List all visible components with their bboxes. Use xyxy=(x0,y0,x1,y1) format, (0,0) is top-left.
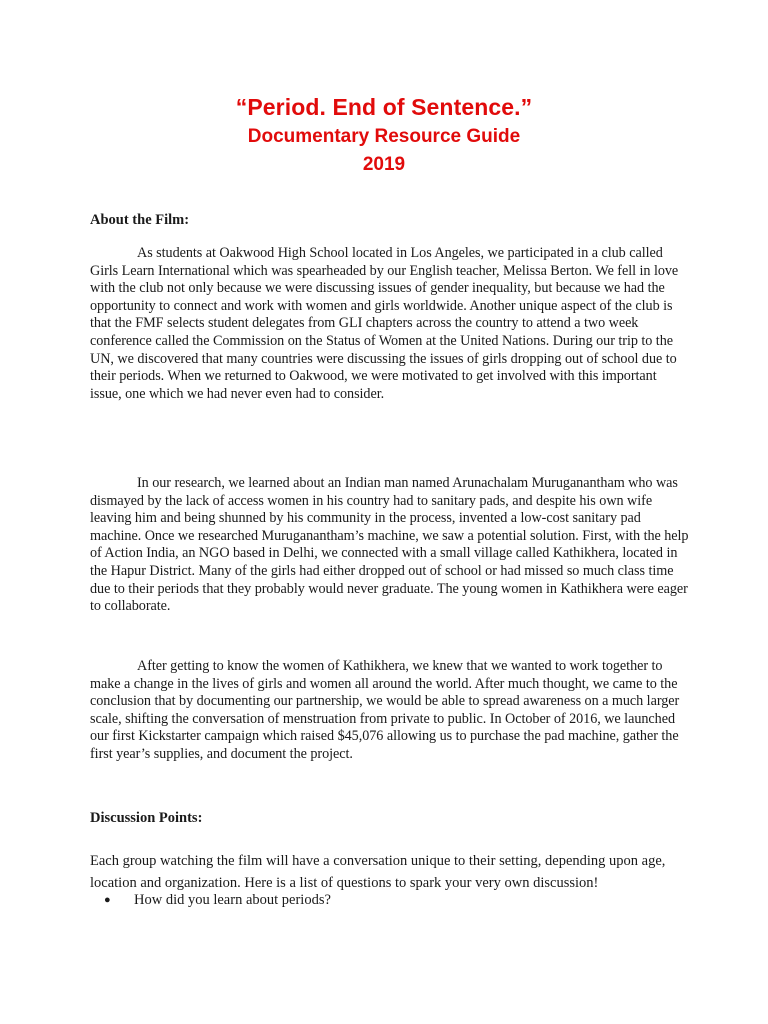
about-paragraph-1: As students at Oakwood High School located in Los Angeles, we participated in a club called Girls Learn International which was spearheaded by our English teacher, Melissa Berton. We fell in love with the club not only because we were discussing issues of gender inequality, but because we had the opportunity to connect and work with women and girls worldwide. Another unique aspect of the club is that the FMF selects student delegates from GLI chapters across the country to attend a two week conference called the Commission on the Status of Women at the United Nations. During our trip to the UN, we discovered that many countries were discussing the issues of girls dropping out of school due to their periods. When we returned to Oakwood, we were motivated to get involved with this important issue, one which we had never even had to consider. xyxy=(90,245,679,402)
bullet-icon: ● xyxy=(104,894,111,906)
about-paragraph-2: In our research, we learned about an Indian man named Arunachalam Muruganantham who was dismayed by the lack of access women in his country had to sanitary pads, and despite his own wife leaving him and being shunned by his community in the process, invented a low-cost sanitary pad machine. Once we researched Muruganantham’s machine, we saw a potential solution. First, with the help of Action India, an NGO based in Delhi, we connected with a small village called Kathikhera, located in the Hapur District. Many of the girls had either dropped out of school or had missed so much class time due to their periods that they probably would never graduate. The young women in Kathikhera were eager to collaborate. xyxy=(90,475,689,615)
title-block xyxy=(0,92,768,179)
document-subtitle: Documentary Resource Guide xyxy=(247,126,521,147)
list-item xyxy=(104,891,331,909)
list-item-text: How did you learn about periods? xyxy=(134,892,331,908)
document-year: 2019 xyxy=(362,154,406,175)
about-paragraph-3: After getting to know the women of Kathikhera, we knew that we wanted to work together to make a change in the lives of girls and women all around the world. After much thought, we came to the conclusion that by documenting our partnership, we would be able to spread awareness on a much larger scale, shifting the conversation of menstruation from private to public. In October of 2016, we launched our first Kickstarter campaign which raised $45,076 allowing us to purchase the pad machine, gather the first year’s supplies, and document the project. xyxy=(90,658,680,762)
about-heading: About the Film: xyxy=(90,212,190,228)
discussion-list xyxy=(104,891,331,909)
document-title: “Period. End of Sentence.” xyxy=(235,94,533,120)
discussion-heading: Discussion Points: xyxy=(90,810,203,826)
discussion-intro: Each group watching the film will have a conversation unique to their setting, depending upon age, location and organization. Here is a list of questions to spark your very own discussion! xyxy=(90,853,666,891)
